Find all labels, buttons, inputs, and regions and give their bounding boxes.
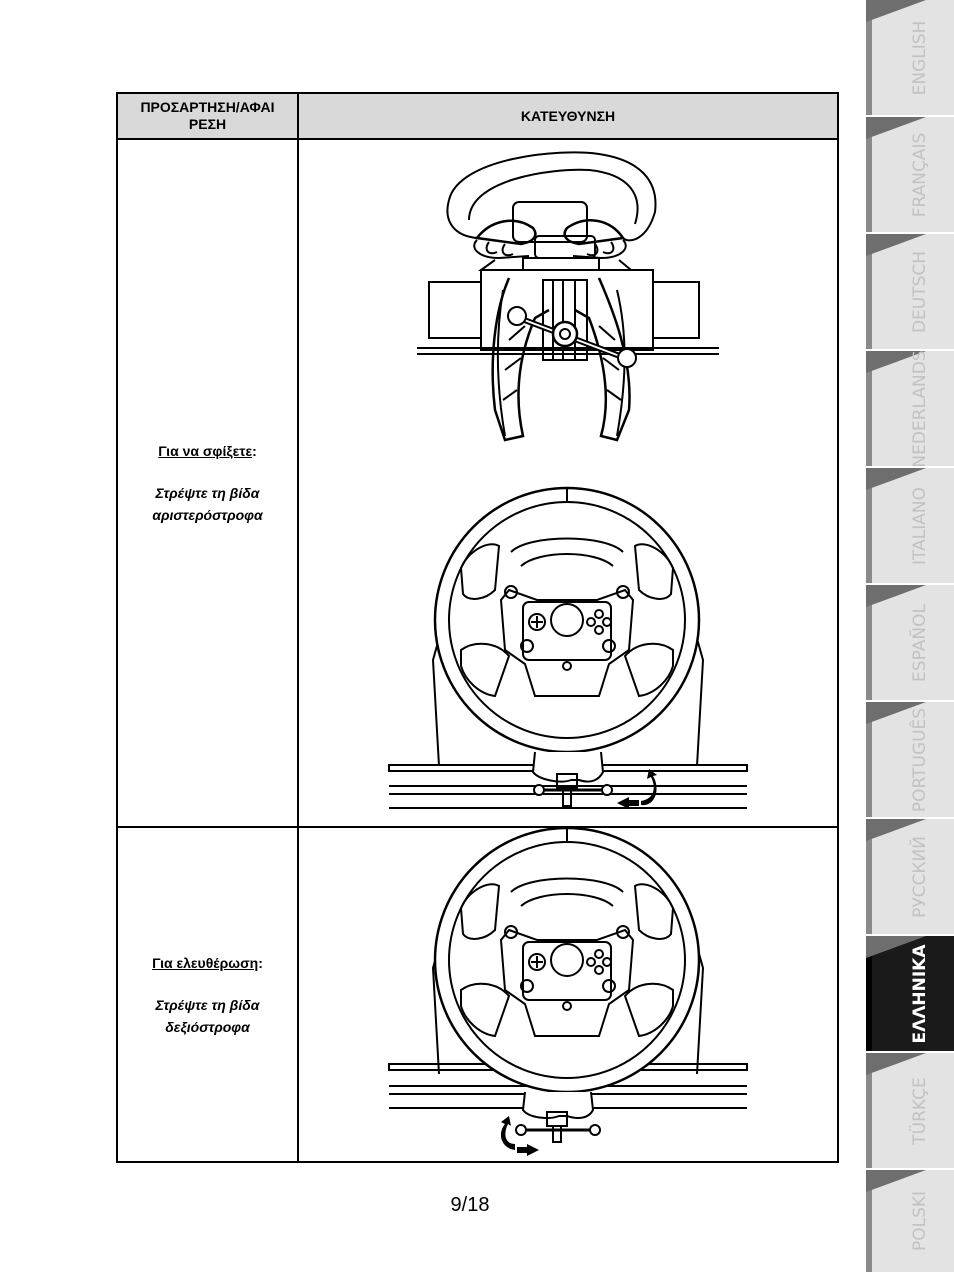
wheel-front-illustration <box>389 828 747 1142</box>
tab-english[interactable] <box>866 0 954 115</box>
header-direction: ΚΑΤΕΥΘΥΝΣΗ <box>298 93 838 139</box>
tab-nederlands[interactable] <box>866 351 954 466</box>
tab-francais[interactable] <box>866 117 954 232</box>
tab-russian-label: РУССКИЙ <box>910 835 930 918</box>
tab-deutsch[interactable] <box>866 234 954 349</box>
rotate-counterclockwise-arrow-icon <box>617 769 657 809</box>
language-sidebar <box>866 0 954 1272</box>
tab-nederlands-label: NEDERLANDS <box>910 349 930 468</box>
release-illustrations <box>299 828 837 1160</box>
tab-espanol[interactable] <box>866 585 954 700</box>
header-mount-remove-line1: ΠΡΟΣΑΡΤΗΣΗ/ΑΦΑΙ <box>140 99 275 116</box>
mounting-table <box>116 92 839 1163</box>
tab-polski-label: POLSKI <box>910 1190 930 1252</box>
tab-italiano[interactable] <box>866 468 954 583</box>
release-label: Για ελευθέρωση: <box>152 954 263 971</box>
tighten-instruction-cell <box>117 139 298 827</box>
tighten-action: Στρέψτε τη βίδα αριστερόστροφα <box>152 485 263 524</box>
tab-deutsch-label: DEUTSCH <box>910 250 930 333</box>
tighten-illustrations <box>299 140 837 825</box>
header-mount-remove <box>117 93 298 139</box>
header-mount-remove-line2: ΡΕΣΗ <box>188 116 227 133</box>
tab-portugues-label: PORTUGUÊS <box>910 707 930 812</box>
release-instruction-cell <box>117 827 298 1162</box>
page-number: 9/18 <box>450 1194 490 1216</box>
tab-italiano-label: ITALIANO <box>910 486 930 565</box>
release-action: Στρέψτε τη βίδα δεξιόστροφα <box>155 996 260 1035</box>
rotate-clockwise-arrow-icon <box>501 1116 539 1156</box>
tab-english-label: ENGLISH <box>910 20 930 95</box>
tab-greek-label: ΕΛΛΗΝΙΚΑ <box>910 943 930 1044</box>
tab-turkce[interactable] <box>866 1053 954 1168</box>
tab-turkce-label: TÜRKÇE <box>910 1076 930 1145</box>
tab-francais-label: FRANÇAIS <box>910 132 930 217</box>
tighten-label: Για να σφίξετε: <box>158 443 257 460</box>
tab-espanol-label: ESPAÑOL <box>910 603 930 682</box>
tab-russian[interactable] <box>866 819 954 934</box>
tighten-illustration-cell <box>298 139 838 827</box>
clamp-illustration <box>417 152 719 440</box>
release-illustration-cell <box>298 827 838 1162</box>
tab-polski[interactable] <box>866 1170 954 1272</box>
tab-greek[interactable] <box>866 936 954 1051</box>
tab-portugues[interactable] <box>866 702 954 817</box>
wheel-front-illustration <box>389 488 747 808</box>
